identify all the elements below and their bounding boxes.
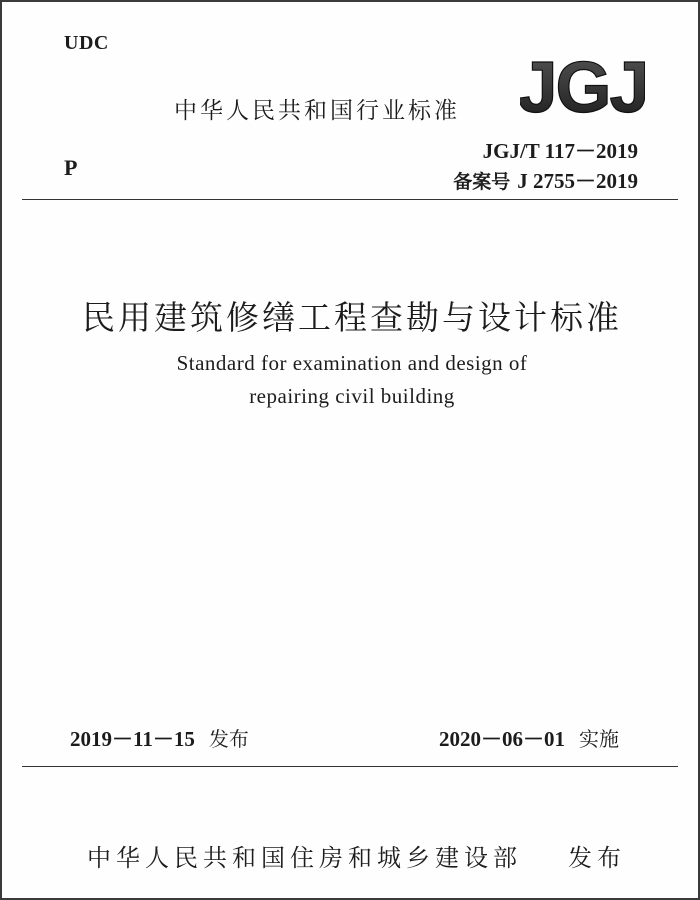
title-english-line2: repairing civil building (249, 384, 455, 408)
issue-label: 发布 (208, 727, 249, 751)
logo-text: JGJ (520, 52, 645, 120)
bottom-divider (22, 766, 678, 767)
registration-row (453, 165, 638, 195)
registration-number: J 2755－2019 (517, 169, 638, 193)
standard-number: JGJ/T 117－2019 (482, 139, 638, 163)
udc-label: UDC (64, 32, 109, 54)
issue-date-row (70, 723, 249, 753)
effective-date-row (439, 723, 619, 753)
top-divider (22, 199, 678, 200)
category-code: P (64, 155, 78, 180)
standard-type: 中华人民共和国行业标准 (174, 98, 460, 124)
registration-label: 备案号 (453, 171, 511, 193)
effective-label: 实施 (579, 727, 619, 751)
publish-label: 发布 (568, 844, 626, 872)
jgj-logo-mark (520, 52, 645, 120)
publisher-name: 中华人民共和国住房和城乡建设部 (87, 844, 522, 872)
title-english-line1: Standard for examination and design of (176, 351, 528, 375)
title-chinese: 民用建筑修缮工程查勘与设计标准 (82, 298, 622, 337)
effective-date: 2020－06－01 (439, 727, 565, 751)
issue-date: 2019－11－15 (70, 727, 195, 751)
jgj-logo (520, 52, 645, 120)
